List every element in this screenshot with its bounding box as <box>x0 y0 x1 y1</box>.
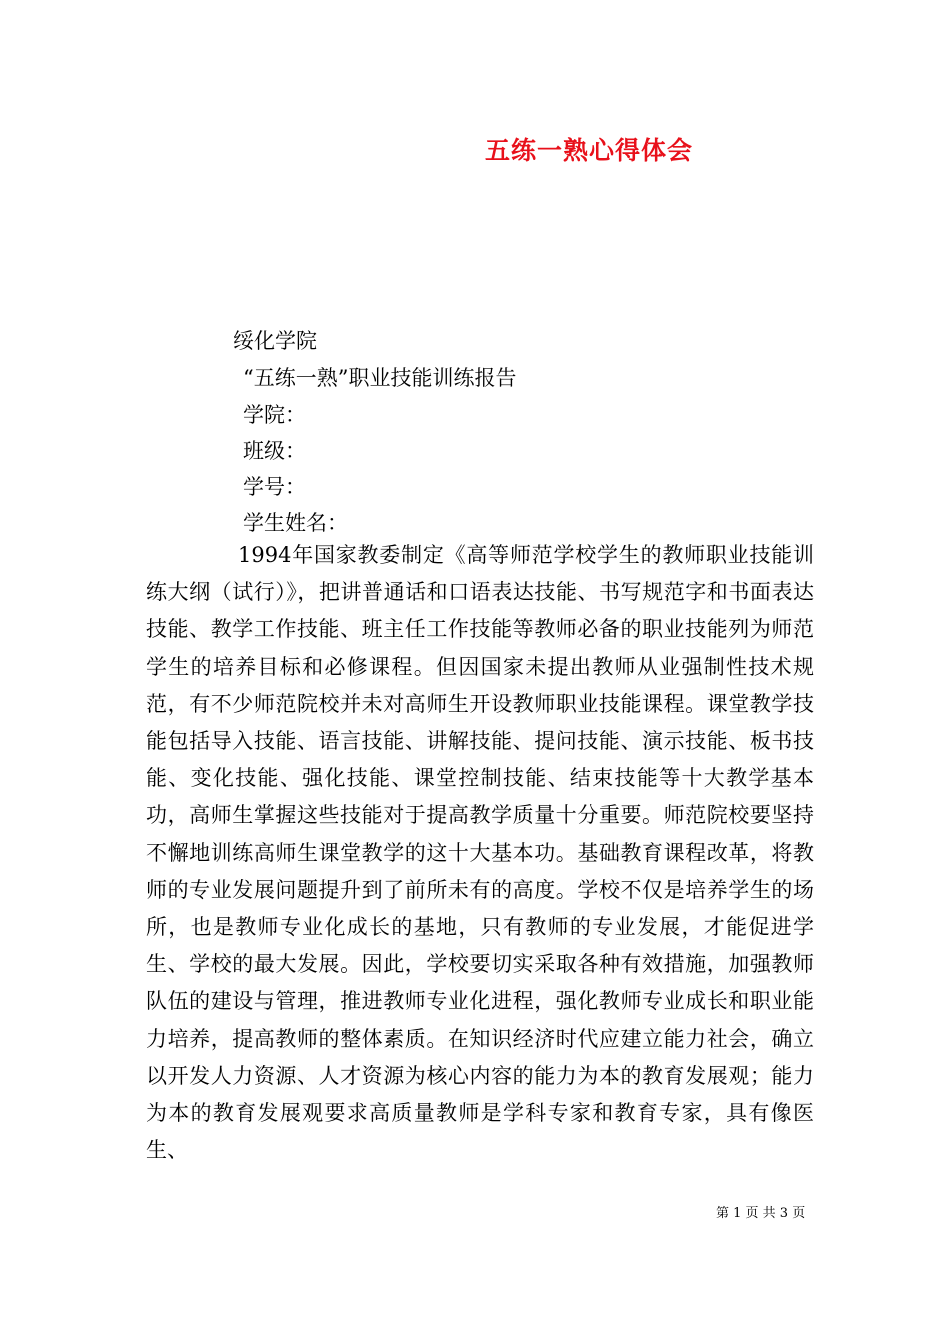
body-paragraph: 1994年国家教委制定《高等师范学校学生的教师职业技能训练大纲（试行）》，把讲普通话和口语表达技能、书写规范字和书面表达技能、教学工作技能、班主任工作技能等教师必备的职业技能列为师范学生的培养目标和必修课程。但因国家未提出教师从业强制性技术规范，有不少师范院校并未对高师生开设教师职业技能课程。课堂教学技能包括导入技能、语言技能、讲解技能、提问技能、演示技能、板书技能、变化技能、强化技能、课堂控制技能、结束技能等十大教学基本功，高师生掌握这些技能对于提高教学质量十分重要。师范院校要坚持不懈地训练高师生课堂教学的这十大基本功。基础教育课程改革，将教师的专业发展问题提升到了前所未有的高度。学校不仅是培养学生的场所，也是教师专业化成长的基地，只有教师的专业发展，才能促进学生、学校的最大发展。因此，学校要切实采取各种有效措施，加强教师队伍的建设与管理，推进教师专业化进程，强化教师专业成长和职业能力培养，提高教师的整体素质。在知识经济时代应建立能力社会，确立以开发人力资源、人才资源为核心内容的能力为本的教育发展观；能力为本的教育发展观要求高质量教师是学科专家和教育专家，具有像医生、 <box>146 543 814 1163</box>
institution-name: 绥化学院 <box>233 329 317 353</box>
page-number: 第 1 页 共 3 页 <box>716 1206 806 1221</box>
field-class: 班级： <box>243 439 306 463</box>
field-student-name: 学生姓名： <box>243 511 348 535</box>
report-title: “五练一熟”职业技能训练报告 <box>243 366 517 390</box>
field-student-id: 学号： <box>243 475 306 499</box>
field-college: 学院： <box>243 403 306 427</box>
document-title: 五练一熟心得体会 <box>484 136 693 165</box>
